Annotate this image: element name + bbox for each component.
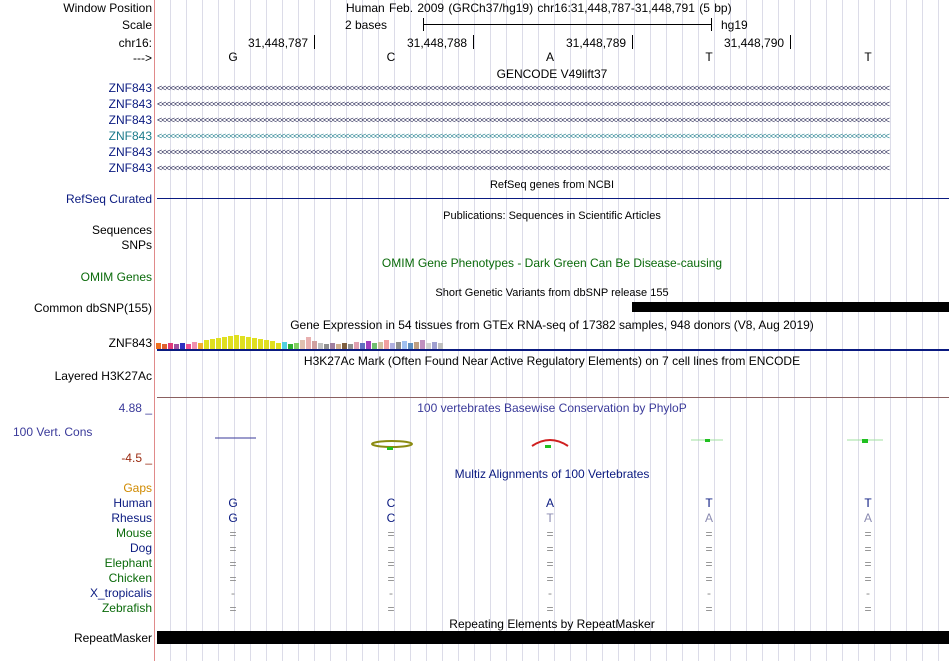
gtex-expression-bars[interactable] <box>156 330 456 349</box>
publications-track-title[interactable]: Publications: Sequences in Scientific Articles <box>443 210 661 222</box>
gene-track-arrows[interactable]: <<<<<<<<<<<<<<<<<<<<<<<<<<<<<<<<<<<<<<<<<<<<<<<<<<<<<<<<<<<<<<<<<<<<<<<<<<<<<<<<<<<<<<<<<<<<<<<<<<<<<<<<<<<<<<<<<<<<<<<<<<<<<<<<<<<<<<<<<<<<<<<<<<<<<<<<<<<<<<<<<<<<<<<<<<<< <box>157 83 890 93</box>
gene-label-znf843[interactable]: ZNF843 <box>108 129 152 143</box>
species-label-elephant[interactable]: Elephant <box>104 556 152 570</box>
alignment-base: - <box>866 586 870 600</box>
alignment-base: G <box>228 496 238 510</box>
alignment-base: G <box>228 511 238 525</box>
alignment-base: = <box>387 557 395 571</box>
position-ruler-4: 31,448,790 <box>724 36 785 50</box>
gene-track-arrows[interactable]: <<<<<<<<<<<<<<<<<<<<<<<<<<<<<<<<<<<<<<<<<<<<<<<<<<<<<<<<<<<<<<<<<<<<<<<<<<<<<<<<<<<<<<<<<<<<<<<<<<<<<<<<<<<<<<<<<<<<<<<<<<<<<<<<<<<<<<<<<<<<<<<<<<<<<<<<<<<<<<<<<<<<<<<<<<<< <box>157 163 890 173</box>
alignment-base: = <box>705 572 713 586</box>
alignment-base: = <box>387 572 395 586</box>
alignment-base: = <box>546 542 554 556</box>
alignment-base: = <box>387 602 395 616</box>
alignment-base: = <box>546 557 554 571</box>
alignment-base: = <box>387 527 395 541</box>
alignment-base: A <box>704 511 714 525</box>
sequences-label[interactable]: Sequences <box>91 223 152 237</box>
alignment-base: - <box>389 586 393 600</box>
position-ruler-2: 31,448,788 <box>407 36 468 50</box>
gene-track-arrows[interactable]: <<<<<<<<<<<<<<<<<<<<<<<<<<<<<<<<<<<<<<<<<<<<<<<<<<<<<<<<<<<<<<<<<<<<<<<<<<<<<<<<<<<<<<<<<<<<<<<<<<<<<<<<<<<<<<<<<<<<<<<<<<<<<<<<<<<<<<<<<<<<<<<<<<<<<<<<<<<<<<<<<<<<<<<<<<<< <box>157 99 890 109</box>
repeatmasker-track-label[interactable]: RepeatMasker <box>73 631 152 645</box>
alignment-base: = <box>229 542 237 556</box>
alignment-base: T <box>864 496 872 510</box>
ruler-tick <box>790 35 791 49</box>
gencode-track-title[interactable]: GENCODE V49lift37 <box>496 67 608 81</box>
species-label-dog[interactable]: Dog <box>129 541 152 555</box>
species-label-rhesus[interactable]: Rhesus <box>111 511 152 525</box>
gene-label-znf843[interactable]: ZNF843 <box>108 81 152 95</box>
base-letter: T <box>864 50 872 64</box>
dbsnp-track-title[interactable]: Short Genetic Variants from dbSNP release 155 <box>435 287 669 299</box>
gene-label-znf843[interactable]: ZNF843 <box>108 113 152 127</box>
snps-label[interactable]: SNPs <box>121 238 152 252</box>
repeatmasker-track-title[interactable]: Repeating Elements by RepeatMasker <box>449 617 655 631</box>
alignment-base: - <box>707 586 711 600</box>
h3k27ac-baseline <box>157 397 949 398</box>
scale-assembly: hg19 <box>721 18 748 32</box>
alignment-base: C <box>386 496 396 510</box>
alignment-base: = <box>229 602 237 616</box>
conservation-max-value: 4.88 _ <box>118 401 152 415</box>
alignment-base: = <box>229 557 237 571</box>
gtex-gene-line[interactable] <box>157 349 949 351</box>
alignment-base: C <box>386 511 396 525</box>
alignment-base: T <box>705 496 713 510</box>
alignment-base: = <box>546 572 554 586</box>
alignment-base: = <box>705 527 713 541</box>
alignment-base: = <box>229 572 237 586</box>
alignment-base: T <box>546 511 554 525</box>
alignment-base: = <box>864 527 872 541</box>
strand-label: ---> <box>133 51 152 65</box>
window-position-value: Human Feb. 2009 (GRCh37/hg19) chr16:31,448,787-31,448,791 (5 bp) <box>346 1 732 15</box>
gene-track-arrows[interactable]: <<<<<<<<<<<<<<<<<<<<<<<<<<<<<<<<<<<<<<<<<<<<<<<<<<<<<<<<<<<<<<<<<<<<<<<<<<<<<<<<<<<<<<<<<<<<<<<<<<<<<<<<<<<<<<<<<<<<<<<<<<<<<<<<<<<<<<<<<<<<<<<<<<<<<<<<<<<<<<<<<<<<<<<<<<<< <box>157 147 890 157</box>
alignment-base: = <box>229 527 237 541</box>
gaps-label: Gaps <box>123 481 152 495</box>
h3k27ac-track-title[interactable]: H3K27Ac Mark (Often Found Near Active Regulatory Elements) on 7 cell lines from ENCODE <box>303 354 801 368</box>
species-label-human[interactable]: Human <box>113 496 152 510</box>
base-letter: A <box>545 50 555 64</box>
refseq-track-label[interactable]: RefSeq Curated <box>65 192 152 206</box>
species-label-mouse[interactable]: Mouse <box>115 526 152 540</box>
h3k27ac-track-label[interactable]: Layered H3K27Ac <box>54 369 152 383</box>
alignment-base: = <box>864 557 872 571</box>
conservation-track-title[interactable]: 100 vertebrates Basewise Conservation by PhyloP <box>417 401 687 415</box>
alignment-base: = <box>705 557 713 571</box>
base-letter: C <box>386 50 396 64</box>
alignment-base: = <box>546 602 554 616</box>
alignment-base: = <box>864 542 872 556</box>
ruler-tick <box>632 35 633 49</box>
alignment-base: A <box>545 496 555 510</box>
alignment-base: = <box>387 542 395 556</box>
species-label-chicken[interactable]: Chicken <box>108 571 152 585</box>
ruler-tick <box>314 35 315 49</box>
gene-label-znf843[interactable]: ZNF843 <box>108 145 152 159</box>
gtex-track-title[interactable]: Gene Expression in 54 tissues from GTEx RNA-seq of 17382 samples, 948 donors (V8, Aug 2019) <box>290 318 814 332</box>
base-letter: T <box>705 50 713 64</box>
omim-track-title[interactable]: OMIM Gene Phenotypes - Dark Green Can Be Disease-causing <box>381 256 723 270</box>
alignment-base: = <box>546 527 554 541</box>
alignment-base: = <box>705 602 713 616</box>
gene-track-arrows[interactable]: <<<<<<<<<<<<<<<<<<<<<<<<<<<<<<<<<<<<<<<<<<<<<<<<<<<<<<<<<<<<<<<<<<<<<<<<<<<<<<<<<<<<<<<<<<<<<<<<<<<<<<<<<<<<<<<<<<<<<<<<<<<<<<<<<<<<<<<<<<<<<<<<<<<<<<<<<<<<<<<<<<<<<<<<<<<< <box>157 115 890 125</box>
alignment-base: = <box>864 602 872 616</box>
position-ruler-1: 31,448,787 <box>248 36 309 50</box>
window-position-label: Window Position <box>63 1 152 15</box>
dbsnp-track-label[interactable]: Common dbSNP(155) <box>33 301 152 315</box>
alignment-base: - <box>548 586 552 600</box>
base-letter: G <box>228 50 238 64</box>
chrom-label: chr16: <box>118 36 152 50</box>
conservation-track-label[interactable]: 100 Vert. Cons <box>13 425 93 439</box>
conservation-min-value: -4.5 _ <box>121 451 152 465</box>
refseq-gene-line[interactable] <box>157 198 949 199</box>
position-ruler-3: 31,448,789 <box>566 36 627 50</box>
track-left-border <box>154 0 155 661</box>
refseq-track-title[interactable]: RefSeq genes from NCBI <box>489 179 615 191</box>
conservation-plot[interactable] <box>157 430 949 454</box>
alignment-base: = <box>864 572 872 586</box>
multiz-track-title[interactable]: Multiz Alignments of 100 Vertebrates <box>454 467 650 481</box>
gene-track-arrows[interactable]: <<<<<<<<<<<<<<<<<<<<<<<<<<<<<<<<<<<<<<<<<<<<<<<<<<<<<<<<<<<<<<<<<<<<<<<<<<<<<<<<<<<<<<<<<<<<<<<<<<<<<<<<<<<<<<<<<<<<<<<<<<<<<<<<<<<<<<<<<<<<<<<<<<<<<<<<<<<<<<<<<<<<<<<<<<<< <box>157 131 890 141</box>
scale-label: Scale <box>121 18 152 32</box>
alignment-base: - <box>231 586 235 600</box>
species-label-x-tropicalis[interactable]: X_tropicalis <box>89 586 152 600</box>
repeatmasker-block[interactable] <box>157 631 949 644</box>
species-label-zebrafish[interactable]: Zebrafish <box>101 601 152 615</box>
ruler-tick <box>473 35 474 49</box>
alignment-base: = <box>705 542 713 556</box>
scale-value: 2 bases <box>345 18 388 32</box>
alignment-base: A <box>863 511 873 525</box>
dbsnp-variant-block[interactable] <box>632 302 949 312</box>
omim-track-label[interactable]: OMIM Genes <box>80 270 152 284</box>
gene-label-znf843[interactable]: ZNF843 <box>108 161 152 175</box>
gene-label-znf843[interactable]: ZNF843 <box>108 97 152 111</box>
gtex-gene-label[interactable]: ZNF843 <box>108 336 152 350</box>
